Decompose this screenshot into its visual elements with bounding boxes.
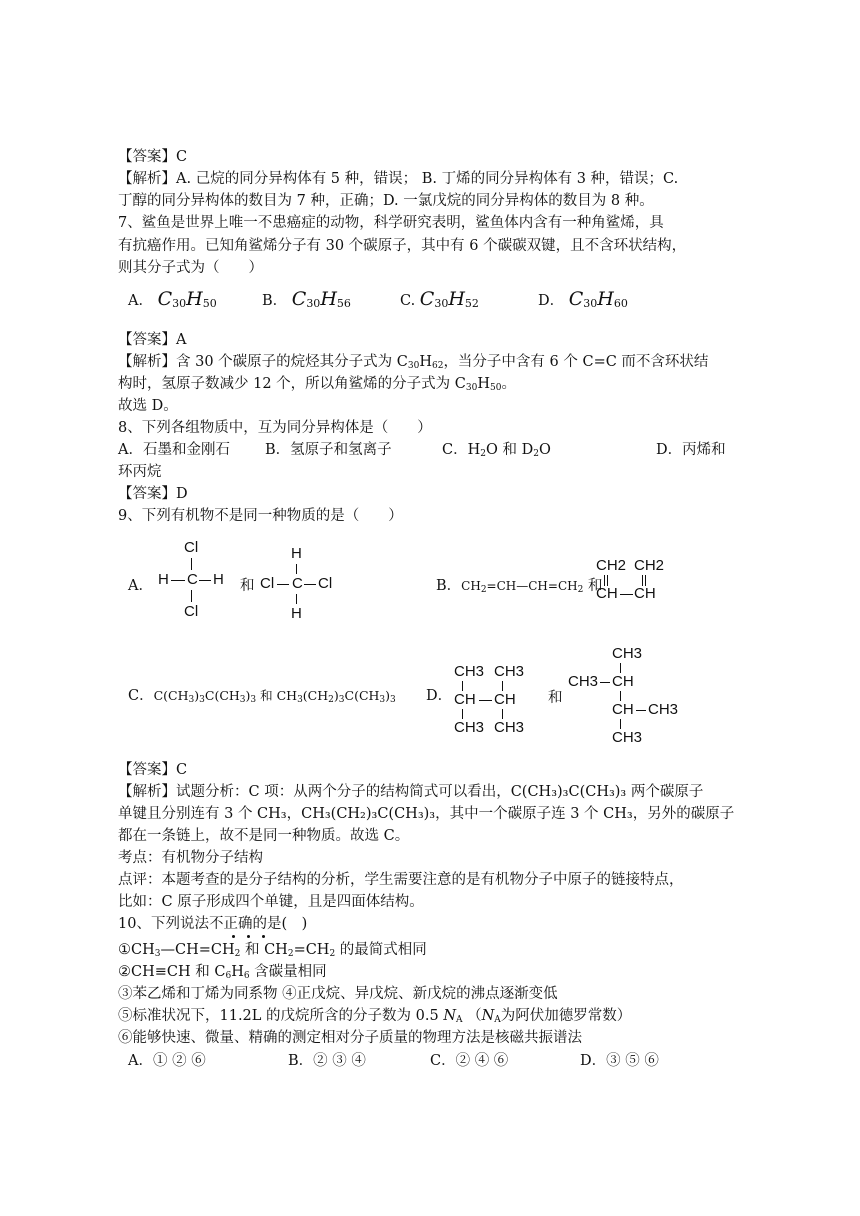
emphasis-dot: [262, 935, 265, 938]
q8-option-d-cont: 环丙烷: [118, 464, 162, 480]
emphasis-dot: [247, 935, 250, 938]
q10-option-c: C．② ④ ⑥: [430, 1053, 509, 1069]
q8-stem: 8、下列各组物质中，互为同分异构体是（ ）: [118, 420, 432, 436]
q6-answer: 【答案】C: [118, 149, 188, 165]
q9-kaodian: 考点：有机物分子结构: [118, 850, 263, 866]
q9-d-struct1: CH3 CH3 CH CH CH3 CH3: [454, 663, 525, 736]
q10-statement-5: ⑤标准状况下，11.2L 的戊烷所含的分子数为 0.5 $N_A$ （$N_A$为阿伏加德罗常数）: [118, 1008, 632, 1025]
q7-analysis-line2: 构时，氢原子数减少 12 个，所以角鲨烯的分子式为 $C_{30}H_{50}$。: [118, 376, 516, 393]
q8-option-a: A．石墨和金刚石: [118, 442, 230, 458]
q7-stem-line2: 有抗癌作用。已知角鲨烯分子有 30 个碳原子，其中有 6 个碳碳双键，且不含环状结构，: [118, 238, 687, 254]
q8-option-b: B．氢原子和氢离子: [265, 442, 392, 458]
q7-conclusion: 故选 D。: [118, 398, 178, 414]
q7-stem-line1: 7、鲨鱼是世界上唯一不患癌症的动物，科学研究表明，鲨鱼体内含有一种角鲨烯，具: [118, 215, 664, 231]
q10-statement-2: ②CH≡CH 和 $C_6H_6$ 含碳量相同: [118, 964, 327, 981]
q7-option-b: B． $C_{30}H_{56}$: [262, 288, 351, 310]
q9-comment-line2: 比如：C 原子形成四个单键，且是四面体结构。: [118, 894, 424, 910]
q9-option-c: C．$C(CH_3)_3C(CH_3)_3$ 和 $CH_3(CH_2)_3C(CH_3)_3$: [128, 688, 396, 705]
q9-analysis-line1: 【解析】试题分析：C 项：从两个分子的结构简式可以看出，C(CH₃)₃C(CH₃)₃ 两个碳原子: [118, 784, 704, 800]
q9-option-d-label: D．: [426, 688, 453, 704]
q7-option-a: A． $C_{30}H_{50}$: [128, 288, 217, 310]
q7-option-d: D． $C_{30}H_{60}$: [538, 288, 628, 310]
q6-analysis-line2: 丁醇的同分异构体的数目为 7 种，正确；D. 一氯戊烷的同分异构体的数目为 8 种。: [118, 193, 654, 209]
q9-a-and: 和: [240, 578, 255, 594]
q9-option-b: B．$CH_2=CH—CH=CH_2$ 和: [436, 578, 603, 595]
q9-d-and: 和: [548, 690, 563, 706]
q10-option-d: D．③ ⑤ ⑥: [580, 1053, 659, 1069]
q7-answer: 【答案】A: [118, 332, 187, 348]
q10-statement-1: $①CH_3—CH=CH_2$ 和 $CH_2=CH_2$ 的最简式相同: [118, 942, 427, 959]
q10-statement-3-4: ③苯乙烯和丁烯为同系物 ④正戊烷、异戊烷、新戊烷的沸点逐渐变低: [118, 986, 558, 1002]
q9-comment-line1: 点评：本题考查的是分子结构的分析，学生需要注意的是有机物分子中原子的链接特点，: [118, 872, 684, 888]
q10-option-b: B．② ③ ④: [288, 1053, 366, 1069]
q9-analysis-line3: 都在一条链上，故不是同一种物质。故选 C。: [118, 828, 410, 844]
q10-option-a: A．① ② ⑥: [128, 1053, 206, 1069]
q7-option-c: C. $C_{30}H_{52}$: [400, 288, 479, 310]
q9-answer: 【答案】C: [118, 762, 188, 778]
q8-option-c: C．$H_2O$ 和 $D_2O$: [442, 442, 551, 459]
q10-stem: 10、下列说法不正确的是( ): [118, 916, 308, 932]
q7-stem-line3: 则其分子式为（ ）: [118, 260, 263, 276]
q9-a-struct2: H Cl C Cl H: [260, 545, 333, 622]
emphasis-dot: [232, 935, 235, 938]
q9-b-struct: CH2 CH2 CH CH: [596, 557, 665, 602]
q9-d-struct2: CH3 CH3 CH CH CH3 CH3: [568, 645, 679, 746]
q9-option-a-label: A．: [128, 578, 153, 594]
q7-analysis-line1: 【解析】含 30 个碳原子的烷烃其分子式为 $C_{30}H_{62}$，当分子中含有 6 个 C=C 而不含环状结: [118, 354, 709, 371]
q8-answer: 【答案】D: [118, 486, 188, 502]
q9-a-struct1: Cl H C H Cl: [158, 539, 224, 620]
q10-statement-6: ⑥能够快速、微量、精确的测定相对分子质量的物理方法是核磁共振谱法: [118, 1030, 582, 1046]
q9-analysis-line2: 单键且分别连有 3 个 CH₃，CH₃(CH₂)₃C(CH₃)₃，其中一个碳原子连 3 个 CH₃，另外的碳原子: [118, 806, 735, 822]
q8-option-d: D．丙烯和: [656, 442, 726, 458]
q6-analysis-line1: 【解析】A. 己烷的同分异构体有 5 种，错误； B. 丁烯的同分异构体有 3 种，错误；C.: [118, 171, 679, 187]
q9-stem: 9、下列有机物不是同一种物质的是（ ）: [118, 508, 403, 524]
